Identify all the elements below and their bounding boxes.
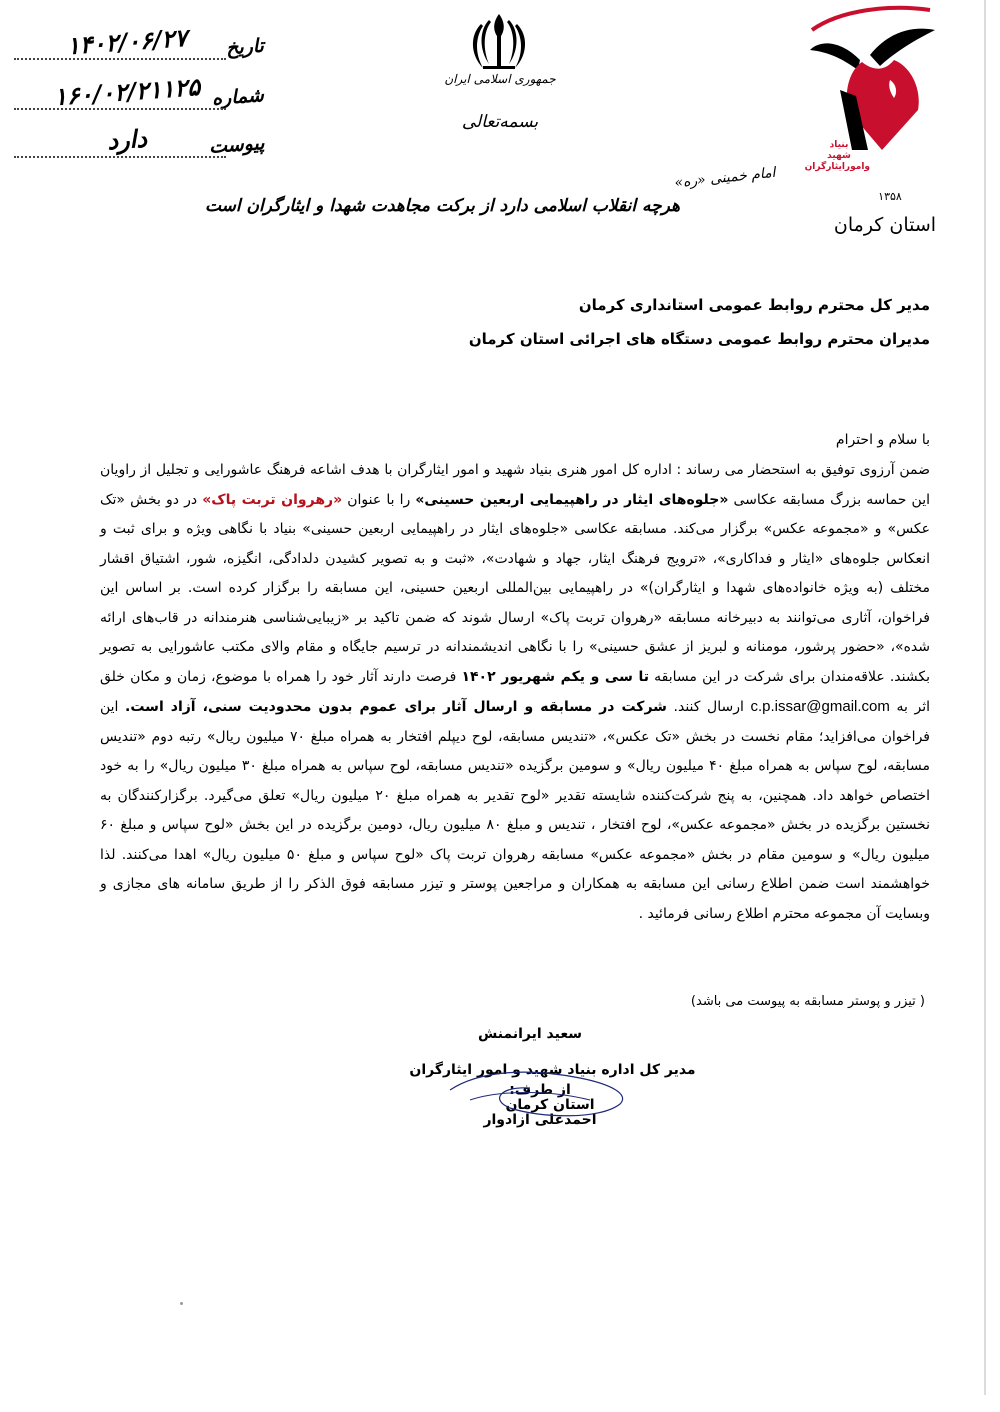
martyr-foundation-logo-icon [800,0,940,150]
signatory-title: مدیر کل اداره بنیاد شهید و امور ایثارگران [409,1062,696,1078]
province-label: استان کرمان [833,214,937,236]
contest-title: «جلوه‌های ایثار در راهپیمایی اربعین حسینی» [415,491,729,508]
body-segment: ضمن آرزوی توفیق به استحضار می رساند : اداره کل امور هنری بنیاد شهید و امور ایثارگران با هدف اشاعه فرهنگ عاشورایی و تجلیل از راویان این حماسه بزرگ مسابقه عکاسی [100,462,930,508]
contact-email[interactable]: c.p.issar@gmail.com [750,698,890,715]
date-value: ۱۴۰۲/۰۶/۲۷ [65,22,189,61]
logo-text-line1: بنیاد [829,140,849,150]
contest-name: «رهروان تربت پاک» [202,491,343,508]
body-segment: در دو بخش «تک عکس» و «مجموعه عکس» برگزار می‌کند. مسابقه عکاسی «جلوه‌های ایثار در راهپیمایی اربعین حسینی» بنیاد با نگاهی ویژه و برای ثبت و انعکاس جلوه‌های «ایثار و فداکاری»، «ترویج فرهنگ ایثار، جهاد و شهادت»، «ثبت و به تصویر کشیدن دلدادگی، انگیزه، شور، اشتیاق اقشار مختلف (به ویژه خانواده‌های شهدا و ایثارگران)» در راهپیمایی بین‌المللی اربعین حسینی، این مسابقه را برگزار کرده است. بر اساس این فراخوان، آثاری می‌توانند به دبیرخانه مسابقه «رهروان تربت پاک» ارسال شوند که ضمن تاکید بر «زیبایی‌شناسی هنرمندانه در قاب‌های ارائه شده»، «حضور پرشور، مومنانه و لبریز از عشق حسینی» را با نگاهی اندیشمندانه در ترسیم جایگاه و مقام والای مکتب عاشورایی به تصویر بکشند. علاقه‌مندان برای شرکت در این مسابقه [100,491,930,685]
body-segment: را با عنوان [342,491,416,508]
greeting: با سلام و احترام [835,432,930,448]
body-segment: ارسال کنند. [666,699,751,715]
page-edge [984,0,986,1395]
attachment-note: ( تیزر و پوستر مسابقه به پیوست می باشد) [690,994,925,1009]
iran-emblem-icon [453,10,545,72]
deputy-name: احمدعلی ازادوار [483,1112,597,1128]
deadline: تا سی و یکم شهریور ۱۴۰۲ [461,668,649,685]
number-value: ۱۶۰/۰۲/۲۱۱۲۵ [52,71,202,112]
date-field [14,22,264,62]
scan-speck [180,1302,183,1305]
header-quote: هرچه انقلاب اسلامی دارد از برکت مجاهدت شهدا و ایثارگران است [204,196,680,216]
republic-name: جمهوری اسلامی ایران [444,72,556,86]
body-segment: فرصت دارند آثار خود را همراه با موضوع، زمان و مکان خلق اثر به [100,668,930,715]
date-label: تاریخ [225,34,265,60]
number-field [14,72,264,112]
signature-province: استان کرمان [505,1097,595,1113]
letter-body [100,456,930,929]
attachment-value: دارد [106,123,148,156]
number-label: شماره [211,84,265,110]
logo-text-line2: شهید [827,151,851,161]
logo-text-line3: وامورایثارگران [804,162,870,172]
logo-year: ۱۳۵۸ [878,190,902,203]
on-behalf-label: از طرف: [509,1082,571,1098]
recipient-2: مدیران محترم روابط عمومی دستگاه های اجرائی استان کرمان [468,330,930,348]
quote-author: امام خمینی «ره» [673,164,777,192]
basmala: بسمه‌تعالی [461,112,539,132]
signatory-name: سعید ایرانمنش [477,1026,583,1042]
attachment-field [14,120,264,160]
attachment-label: پیوست [207,132,265,158]
recipient-1: مدیر کل محترم روابط عمومی استانداری کرمان [578,296,930,314]
body-segment: این فراخوان می‌افزاید؛ مقام نخست در بخش «تک عکس»، «تندیس مسابقه، لوح دیپلم افتخار به همراه مبلغ ۷۰ میلیون ریال» رتبه دوم «تندیس مسابقه، لوح سپاس به همراه مبلغ ۴۰ میلیون ریال» و سومین برگزیده «تندیس مسابقه، لوح سپاس به همراه مبلغ ۳۰ میلیون ریال» را به خود اختصاص خواهد داد. همچنین، به پنج شرکت‌کننده شایسته تقدیر «لوح تقدیر به همراه مبلغ ۲۰ میلیون ریال» تعلق می‌گیرد. برگزارکنندگان به نخستین برگزیده در بخش «مجموعه عکس»، لوح افتخار ، تندیس و مبلغ ۸۰ میلیون ریال، دومین برگزیده در این بخش «لوح سپاس و مبلغ ۶۰ میلیون ریال» و سومین مقام در بخش «مجموعه عکس» مسابقه رهروان تربت پاک «لوح سپاس و مبلغ ۵۰ میلیون ریال» اهدا می‌کنند. لذا خواهشمند است ضمن اطلاع رسانی این مسابقه به همکاران و مراجعین پوستر و تیزر مسابقه فوق الذکر را از طریق سامانه های مجازی و وبسایت آن مجموعه محترم اطلاع رسانی فرمائید . [100,699,931,922]
participation-note: شرکت در مسابقه و ارسال آثار برای عموم بدون محدودیت سنی، آزاد است. [125,699,667,715]
logo-text [804,140,870,173]
